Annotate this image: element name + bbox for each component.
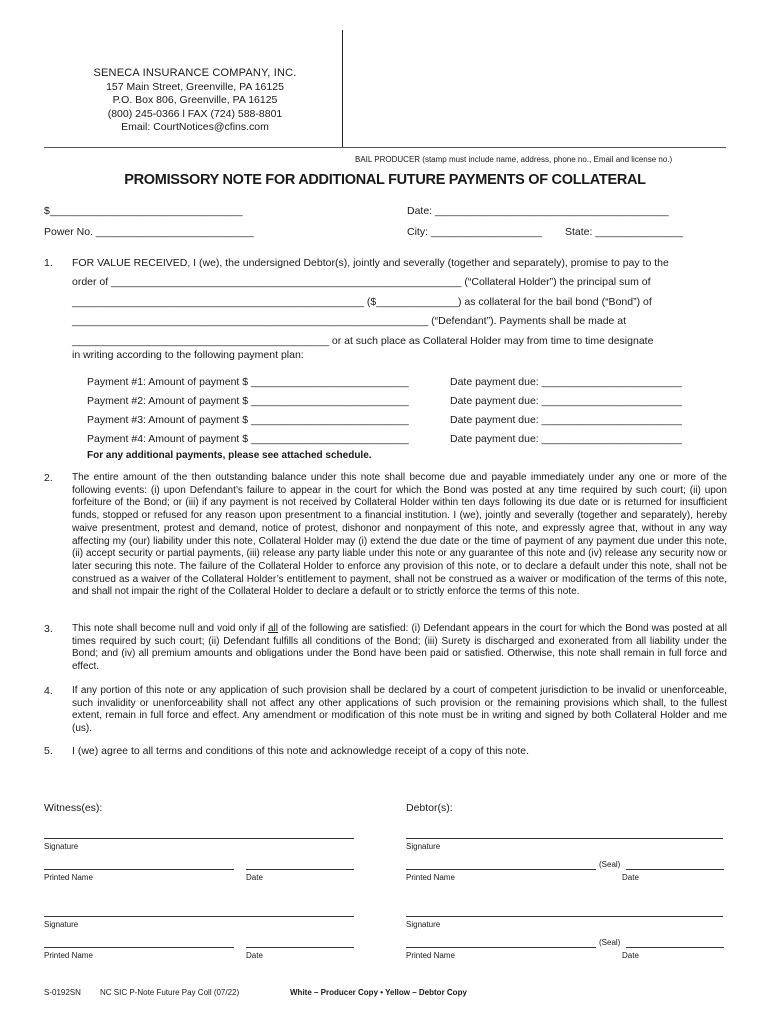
section-3-number: 3. — [44, 623, 53, 635]
witness-2-date-label: Date — [246, 951, 263, 960]
section-1-line-3[interactable]: __________________________________________________ ($______________) as collateral for the bail bond (“Bond”) of — [72, 296, 652, 308]
witness-1-date-label: Date — [246, 873, 263, 882]
witness-2-printed-name-label: Printed Name — [44, 951, 93, 960]
debtor-2-printed-name-line[interactable] — [406, 947, 596, 948]
amount-field[interactable]: $_________________________________ — [44, 205, 243, 217]
debtor-2-date-line[interactable] — [626, 947, 724, 948]
section-3-text-pre: This note shall become null and void only if — [72, 623, 268, 634]
debtor-1-printed-name-label: Printed Name — [406, 873, 455, 882]
section-1-line-6: in writing according to the following payment plan: — [72, 349, 304, 361]
company-name: SENECA INSURANCE COMPANY, INC. — [93, 67, 297, 79]
payment-4-amount[interactable]: Payment #4: Amount of payment $ ___________________________ — [87, 433, 409, 445]
debtor-1-signature-line[interactable] — [406, 838, 723, 839]
debtor-1-date-line[interactable] — [626, 869, 724, 870]
section-1-line-5[interactable]: ____________________________________________ or at such place as Collateral Holder may from time to time designate — [72, 335, 654, 347]
payment-1-amount[interactable]: Payment #1: Amount of payment $ ___________________________ — [87, 376, 409, 388]
payment-3-date[interactable]: Date payment due: ________________________ — [450, 414, 682, 426]
form-name: NC SIC P-Note Future Pay Coll (07/22) — [100, 988, 240, 997]
payment-2-amount[interactable]: Payment #2: Amount of payment $ ___________________________ — [87, 395, 409, 407]
header-divider-horizontal — [44, 147, 726, 148]
debtor-2-seal-label: (Seal) — [599, 938, 621, 947]
debtor-1-seal-label: (Seal) — [599, 860, 621, 869]
witness-2-signature-line[interactable] — [44, 916, 354, 917]
section-1-line-1: FOR VALUE RECEIVED, I (we), the undersigned Debtor(s), jointly and severally (together and separately), promise to pay to the — [72, 257, 669, 269]
witness-1-printed-name-label: Printed Name — [44, 873, 93, 882]
copy-distribution: White – Producer Copy • Yellow – Debtor Copy — [290, 988, 467, 997]
witness-2-date-line[interactable] — [246, 947, 354, 948]
section-2-text: The entire amount of the then outstanding balance under this note shall become due and payable immediately under any one or more of the following events: (i) upon Defendant’s failure to appear in the court for which the Bond was posted at any time required by such court; (ii) upon forfeiture of the Bond; or (iii) if any payment is not received by Collateral Holder within ten days following its due date or is returned for insufficient funds, stopped or refused for any reason upon presentment to a financial institution. I (we), jointly and severally (together and separately), hereby waive presentment, protest and demand, notice of protest, dishonor and nonpayment of this note, and expressly agree that, without in any way affecting my (our) liability under this note, Collateral Holder may (i) extend the due date or the time of payment of any payment due under this note, (ii) accept security or partial payments, (iii) release any party liable under this note or any guarantee of this note and (iv) release any security now or later securing this note. The failure of the Collateral Holder to enforce any provision of this note, or to declare a default under this note, shall not be construed as a waiver of the Collateral Holder’s entitlement to payment, shall not be construed as a waiver or modification of the terms of this note, and shall not impair the right of the Collateral Holder to declare a default or to strictly enforce the terms of this note. — [72, 472, 727, 598]
debtor-2-date-label: Date — [622, 951, 639, 960]
debtor-2-signature-label: Signature — [406, 920, 441, 929]
company-phone-fax: (800) 245-0366 l FAX (724) 588-8801 — [107, 107, 283, 120]
payment-4-date[interactable]: Date payment due: ________________________ — [450, 433, 682, 445]
section-5-text: I (we) agree to all terms and conditions of this note and acknowledge receipt of a copy of this note. — [72, 745, 530, 757]
company-email: Email: CourtNotices@cfins.com — [121, 121, 269, 133]
document-title: PROMISSORY NOTE FOR ADDITIONAL FUTURE PAYMENTS OF COLLATERAL — [124, 172, 646, 188]
payment-2-date[interactable]: Date payment due: ________________________ — [450, 395, 682, 407]
debtor-1-date-label: Date — [622, 873, 639, 882]
section-1-number: 1. — [44, 257, 53, 269]
additional-payments-note: For any additional payments, please see attached schedule. — [87, 450, 372, 461]
debtor-1-signature-label: Signature — [406, 842, 441, 851]
debtor-2-signature-line[interactable] — [406, 916, 723, 917]
witness-2-printed-name-line[interactable] — [44, 947, 234, 948]
date-field[interactable]: Date: ________________________________________ — [407, 205, 669, 217]
witness-label: Witness(es): — [44, 802, 103, 814]
witness-2-signature-label: Signature — [44, 920, 79, 929]
section-3-text-post: of the following are satisfied: (i) Defendant appears in the court for which the Bond was posted at all times required by such court; (ii) Defendant fulfills all conditions of the Bond; (iii) Surety is discharged and exonerated from all liability under the Bond; and (iv) all premium amounts and obligations under the Bond have been paid or satisfied. Otherwise, this note shall remain in full force and effect. — [72, 623, 727, 673]
witness-1-signature-line[interactable] — [44, 838, 354, 839]
section-2-number: 2. — [44, 472, 53, 484]
section-1-line-4[interactable]: _____________________________________________________________ (“Defendant”). Payments shall be made at — [72, 315, 627, 327]
section-5-number: 5. — [44, 745, 53, 757]
company-address-po: P.O. Box 806, Greenville, PA 16125 — [112, 94, 278, 106]
section-1-line-2[interactable]: order of ____________________________________________________________ (“Collateral Holder”) the principal sum of — [72, 276, 651, 288]
bail-producer-note: BAIL PRODUCER (stamp must include name, address, phone no., Email and license no.) — [355, 155, 673, 164]
payment-1-date[interactable]: Date payment due: ________________________ — [450, 376, 682, 388]
section-3-emphasis: all — [268, 623, 279, 634]
section-4-text: If any portion of this note or any application of such provision shall be declared by a court of competent jurisdiction to be invalid or unenforceable, such invalidity or unenforceability shall not affect any other applications of such provision or the remaining provisions which shall, to the fullest extent, remain in full force and effect. Any amendment or modification of this note must be in writing and signed by both Collateral Holder and me (us). — [72, 685, 727, 735]
state-field[interactable]: State: _______________ — [565, 226, 683, 238]
power-number-field[interactable]: Power No. ___________________________ — [44, 226, 254, 238]
debtor-2-printed-name-label: Printed Name — [406, 951, 455, 960]
witness-1-date-line[interactable] — [246, 869, 354, 870]
payment-3-amount[interactable]: Payment #3: Amount of payment $ ___________________________ — [87, 414, 409, 426]
company-address-street: 157 Main Street, Greenville, PA 16125 — [106, 80, 284, 93]
form-number: S-0192SN — [44, 988, 81, 997]
company-block — [45, 67, 345, 135]
witness-1-signature-label: Signature — [44, 842, 79, 851]
witness-1-printed-name-line[interactable] — [44, 869, 234, 870]
debtor-1-printed-name-line[interactable] — [406, 869, 596, 870]
section-4-number: 4. — [44, 685, 53, 697]
debtor-label: Debtor(s): — [406, 802, 453, 814]
city-field[interactable]: City: ___________________ — [407, 226, 542, 238]
section-3-text — [72, 623, 727, 674]
